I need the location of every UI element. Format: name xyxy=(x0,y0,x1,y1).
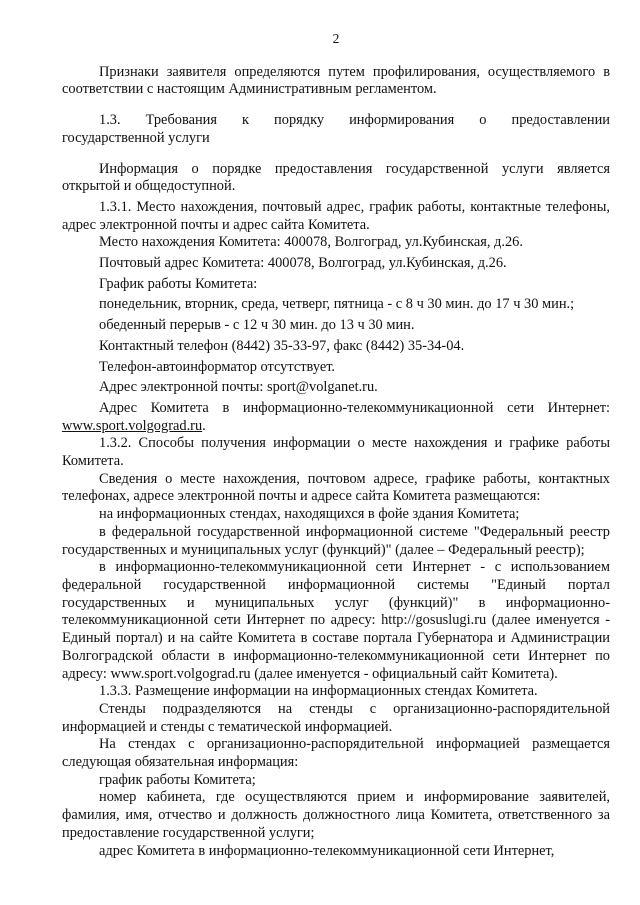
location-line: Место нахождения Комитета: 400078, Волгоград, ул.Кубинская, д.26. xyxy=(99,234,523,251)
heading-word: информирования xyxy=(349,112,455,129)
section-heading-tail: государственной услуги xyxy=(62,129,210,146)
paragraph-stands-division: Стенды подразделяются на стенды с организационно-распорядительной информацией и стенды с тематической информацией. xyxy=(62,700,610,735)
item-stands: на информационных стендах, находящихся в фойе здания Комитета; xyxy=(99,506,520,523)
item-address-last: адрес Комитета в информационно-телекоммуникационной сети Интернет, xyxy=(99,842,555,859)
schedule-days: понедельник, вторник, среда, четверг, пятница - с 8 ч 30 мин. до 17 ч 30 мин.; xyxy=(99,296,575,313)
heading-word: 1.3. xyxy=(99,112,121,129)
paragraph-info-open: Информация о порядке предоставления государственной услуги является открытой и общедоступной. xyxy=(62,160,610,195)
website-text: Адрес Комитета в информационно-телекоммуникационной сети Интернет: xyxy=(99,399,610,416)
page-number: 2 xyxy=(332,31,340,46)
email-line: Адрес электронной почты: sport@volganet.ru. xyxy=(99,379,378,396)
schedule-break: обеденный перерыв - с 12 ч 30 мин. до 13 ч 30 мин. xyxy=(99,317,415,334)
heading-word: Требования xyxy=(145,112,217,129)
item-cabinet: номер кабинета, где осуществляются прием и информирование заявителей, фамилия, имя, отчество и должность должностного лица Комитета, ответственного за предоставление государственной услуги; xyxy=(62,789,610,841)
paragraph-info-placed: Сведения о месте нахождения, почтовом адресе, графике работы, контактных телефонах, адресе электронной почты и адресе сайта Комитета размещаются: xyxy=(62,470,610,505)
postal-line: Почтовый адрес Комитета: 400078, Волгоград, ул.Кубинская, д.26. xyxy=(99,255,507,272)
heading-word: о xyxy=(479,112,487,129)
heading-word: порядку xyxy=(274,112,325,129)
website-end: . xyxy=(202,417,206,434)
schedule-title: График работы Комитета: xyxy=(99,275,258,292)
heading-word: предоставлении xyxy=(511,112,610,129)
item-internet: в информационно-телекоммуникационной сети Интернет - с использованием федеральной государственной информационной системы "Единый портал государственных и муниципальных услуг (функций)" в информационно-телекоммуникационной сети Интернет по адресу: http://gosuslugi.ru (далее именуется - Единый портал) и на сайте Комитета в составе портала Губернатора и Администрации Волгоградской области в информационно-телекоммуникационной сети Интернет по адресу: www.sport.volgograd.ru (далее именуется - официальный сайт Комитета). xyxy=(62,559,610,682)
section-heading xyxy=(62,112,610,130)
website-line xyxy=(62,400,610,435)
document-page xyxy=(62,30,610,860)
paragraph-applicant-signs: Признаки заявителя определяются путем профилирования, осуществляемого в соответствии с настоящим Административным регламентом. xyxy=(62,63,610,98)
paragraph-stands-org: На стендах с организационно-распорядительной информацией размещается следующая обязательная информация: xyxy=(62,736,610,771)
website-link[interactable]: www.sport.volgograd.ru xyxy=(62,417,203,434)
paragraph-1-3-3: 1.3.3. Размещение информации на информационных стендах Комитета. xyxy=(99,683,538,700)
paragraph-1-3-2: 1.3.2. Способы получения информации о месте нахождения и графике работы Комитета. xyxy=(62,435,610,470)
autoinformer-line: Телефон-автоинформатор отсутствует. xyxy=(99,358,336,375)
heading-word: к xyxy=(242,112,250,129)
item-federal-registry: в федеральной государственной информационной системе "Федеральный реестр государственных и муниципальных услуг (функций)" (далее – Федеральный реестр); xyxy=(62,523,610,558)
item-schedule: график работы Комитета; xyxy=(99,771,256,788)
paragraph-1-3-1: 1.3.1. Место нахождения, почтовый адрес, график работы, контактные телефоны, адрес электронной почты и адрес сайта Комитета. xyxy=(62,198,610,233)
contact-phone: Контактный телефон (8442) 35-33-97, факс (8442) 35-34-04. xyxy=(99,337,465,354)
